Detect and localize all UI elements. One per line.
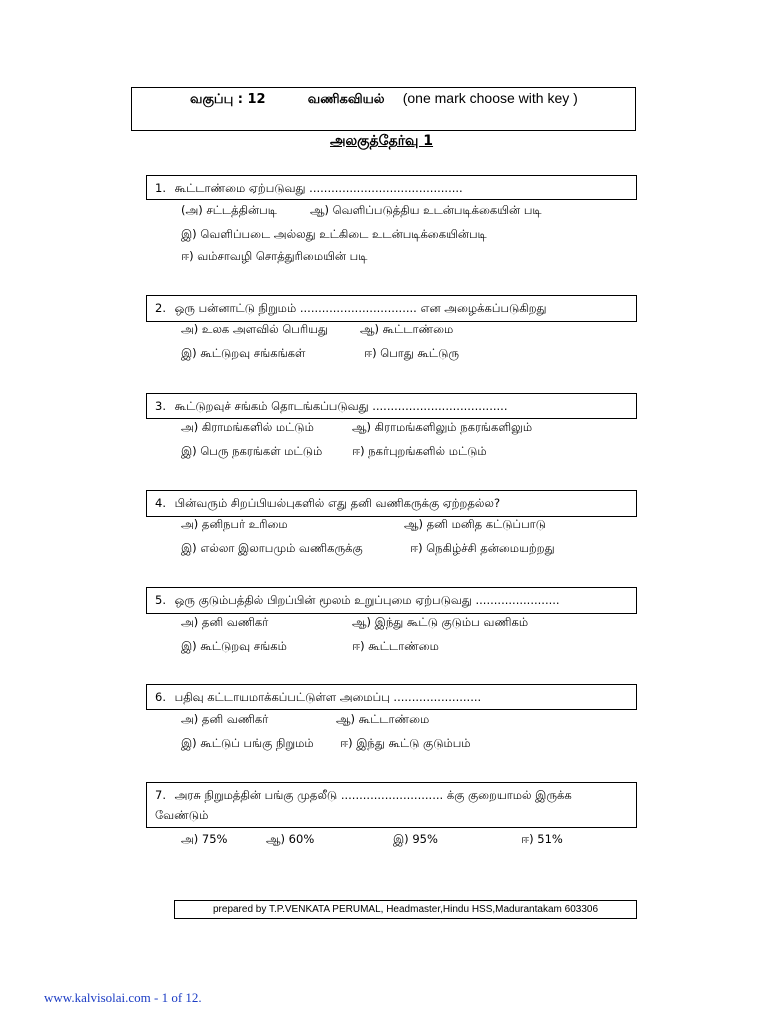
option: ஆ) கிராமங்களிலும் நகரங்களிலும் [352,420,533,434]
question-number: 1. [155,181,166,195]
question-box [146,587,637,614]
question-number: 6. [155,690,166,704]
option: அ) தனிநபர் உரிமை [181,517,288,531]
option: இ) வெளிப்படை அல்லது உட்கிடை உடன்படிக்கையின்படி [181,227,487,241]
option: இ) எல்லா இலாபமும் வணிகருக்கு [181,541,363,555]
question-text: ஒரு பன்னாட்டு நிறுமம் ................................ என அழைக்கப்படுகிறது [174,301,547,315]
option: அ) கிராமங்களில் மட்டும் [181,420,314,434]
question-box [146,175,637,200]
question-number: 7. [155,788,166,802]
option: ஆ) தனி மனித கட்டுப்பாடு [404,517,546,531]
question-text: பதிவு கட்டாயமாக்கப்பட்டுள்ள அமைப்பு ........................ [174,690,482,704]
header-line [190,90,578,108]
question-number: 3. [155,399,166,413]
question-text: ஒரு குடும்பத்தில் பிறப்பின் மூலம் உறுப்புமை ஏற்படுவது ....................... [174,593,560,607]
question-box [146,490,637,517]
question-box [146,295,637,322]
question-number: 4. [155,496,166,510]
option: ஈ) கூட்டாண்மை [352,639,439,653]
prepared-by-box: prepared by T.P.VENKATA PERUMAL, Headmaster,Hindu HSS,Madurantakam 603306 [174,900,637,919]
option: ஆ) வெளிப்படுத்திய உடன்படிக்கையின் படி [310,203,542,217]
question-number: 2. [155,301,166,315]
option: இ) பெரு நகரங்கள் மட்டும் [181,444,323,458]
option: இ) கூட்டுறவு சங்கங்கள் [181,346,306,360]
header-note: (one mark choose with key ) [402,90,578,106]
option: ஈ) இந்து கூட்டு குடும்பம் [340,736,471,750]
test-title: அலகுத்தேர்வு 1 [330,133,434,149]
question-box [146,782,637,828]
option: ஈ) பொது கூட்டுரு [364,346,460,360]
option: அ) 75% [181,832,228,846]
option: இ) 95% [393,832,438,846]
option: இ) கூட்டுறவு சங்கம் [181,639,287,653]
question-text: பின்வரும் சிறப்பியல்புகளில் எது தனி வணிகருக்கு ஏற்றதல்ல? [174,496,501,510]
option: அ) தனி வணிகர் [181,615,269,629]
option: ஈ) 51% [521,832,563,846]
question-box [146,393,637,419]
option: ஈ) நகர்புறங்களில் மட்டும் [352,444,487,458]
question-text: கூட்டாண்மை ஏற்படுவது .......................................... [174,181,463,195]
subject-label: வணிகவியல் [307,92,385,107]
option: இ) கூட்டுப் பங்கு நிறுமம் [181,736,314,750]
class-label: வகுப்பு : 12 [190,92,266,107]
option: ஆ) இந்து கூட்டு குடும்ப வணிகம் [352,615,529,629]
question-text: கூட்டுறவுச் சங்கம் தொடங்கப்படுவது ..................................... [174,399,508,413]
page-footer-link[interactable]: www.kalvisolai.com - 1 of 12. [44,990,202,1005]
option: (அ) சட்டத்தின்படி [181,203,277,217]
option: ஈ) வம்சாவழி சொத்துரிமையின் படி [181,249,368,263]
option: ஆ) கூட்டாண்மை [360,322,454,336]
option: அ) தனி வணிகர் [181,712,269,726]
option: அ) உலக அளவில் பெரியது [181,322,328,336]
option: ஆ) 60% [266,832,315,846]
question-text: அரசு நிறுமத்தின் பங்கு முதலீடு ............................ க்கு குறையாமல் இருக்க வேண்டும் [155,788,572,822]
question-number: 5. [155,593,166,607]
option: ஆ) கூட்டாண்மை [336,712,430,726]
question-box [146,684,637,710]
option: ஈ) நெகிழ்ச்சி தன்மையற்றது [410,541,555,555]
